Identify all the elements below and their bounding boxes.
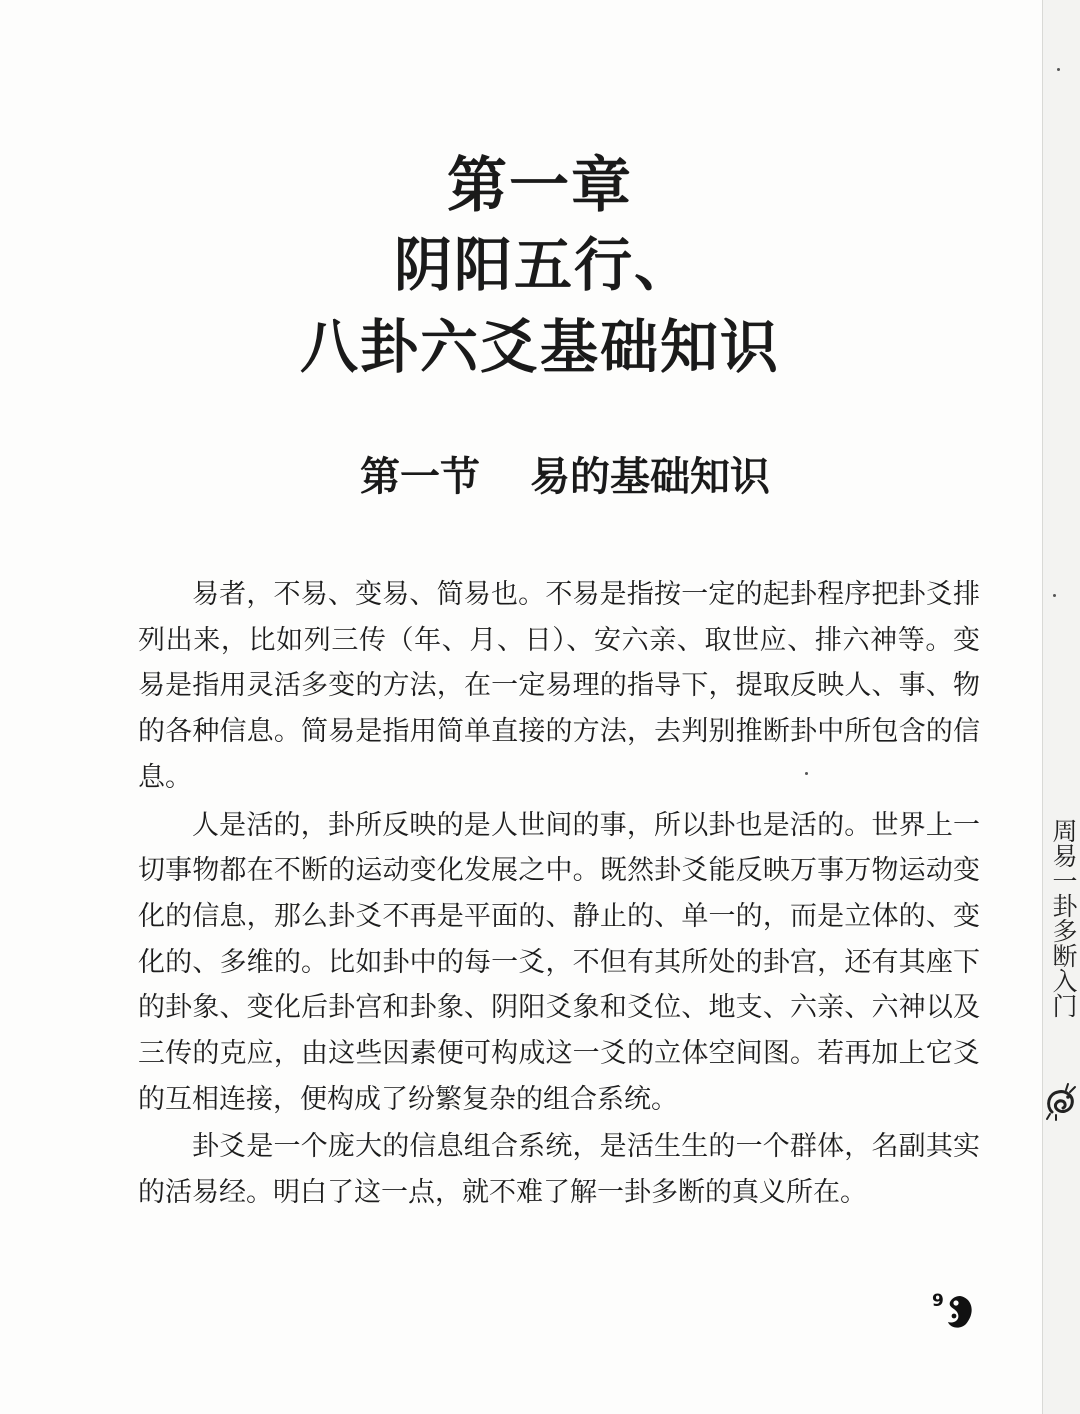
section-number: 第一节 [360,453,480,500]
paragraph-2: 人是活的，卦所反映的是人世间的事，所以卦也是活的。世界上一切事物都在不断的运动变化发展之中。既然卦爻能反映万事万物运动变化的信息，那么卦爻不再是平面的、静止的、单一的，而是立体的、变化的、多维的。比如卦中的每一爻，不但有其所处的卦宫，还有其座下的卦象、变化后卦宫和卦象、阴阳爻象和爻位、地支、六亲、六神以及三传的克应，由这些因素便可构成这一爻的立体空间图。若再加上它爻的互相连接，便构成了纷繁复杂的组合系统。 [138,809,980,1115]
scan-speck [1053,594,1056,597]
page-number: 9 [932,1291,944,1311]
side-book-title: 周易一卦多断入门 [1049,818,1078,1018]
dragon-icon [1044,1082,1080,1122]
yinyang-icon [944,1294,974,1330]
chapter-title-line-1: 阴阳五行、 [393,231,694,299]
scan-speck [1057,68,1060,71]
paragraph-1: 易者，不易、变易、简易也。不易是指按一定的起卦程序把卦爻排列出来，比如列三传（年、月、日）、安六亲、取世应、排六神等。变易是指用灵活多变的方法，在一定易理的指导下，提取反映人、事、物的各种信息。简易是指用简单直接的方法，去判别推断卦中所包含的信息。 [138,579,980,793]
body-text [138,572,980,1218]
chapter-label: 第一章 [447,151,633,221]
scan-speck [805,772,808,775]
page-footer [930,1290,976,1336]
paragraph-3: 卦爻是一个庞大的信息组合系统，是活生生的一个群体，名副其实的活易经。明白了这一点，就不难了解一卦多断的真义所在。 [138,1131,980,1209]
section-heading [0,445,1080,502]
chapter-title-line-2: 八卦六爻基础知识 [299,313,780,381]
section-title: 易的基础知识 [530,453,770,500]
